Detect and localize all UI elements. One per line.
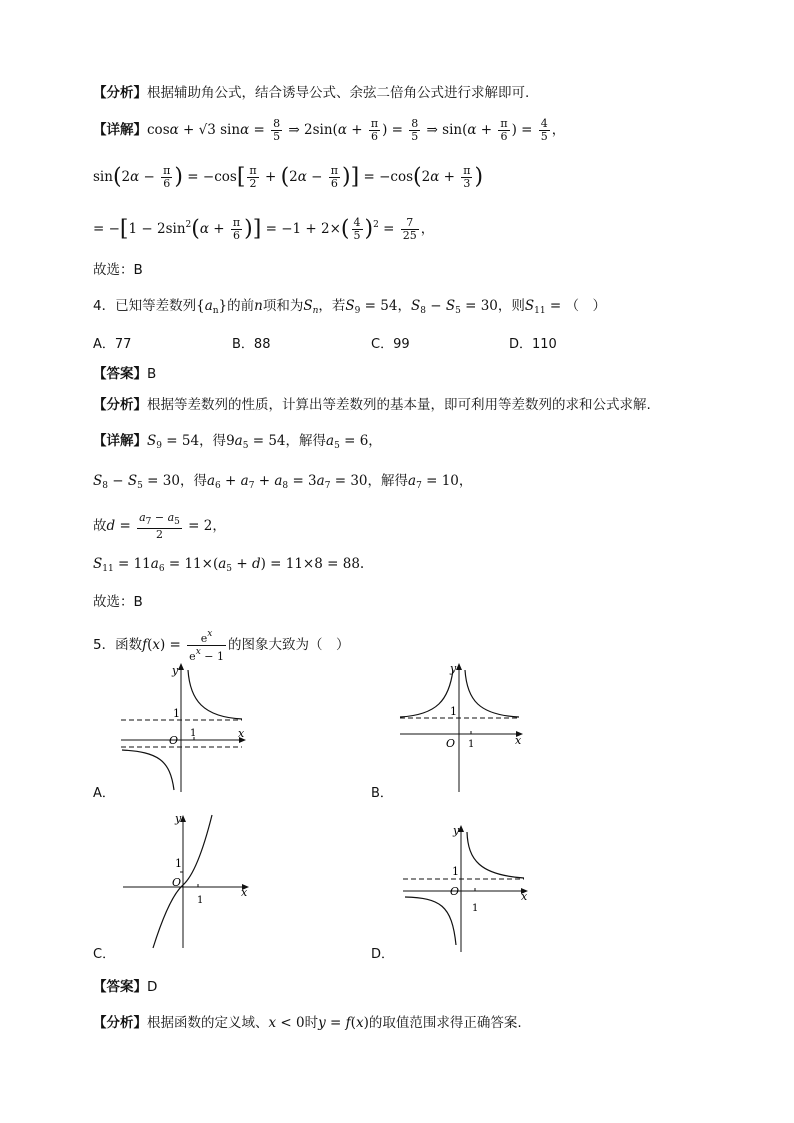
formula: cosα + √3 sinα = $\frac{8}{5}$ ⇒ 2sin(α + $\frac{\pi}{6}$ ) = $\frac{8}{5}$ ⇒ sin(α + $\frac{\pi}{6}$ ) = $\frac{4}{5}$ ， — [147, 117, 566, 143]
q4-option-b: B．88 — [232, 337, 271, 352]
label-x: x — [241, 886, 248, 899]
q3-detail-line-2 — [93, 165, 483, 190]
q5-option-d: D． — [371, 947, 395, 962]
label-one: 1 — [173, 707, 180, 720]
analysis-tag: 【分析】 — [93, 397, 147, 413]
q3-conclusion: 故选：B — [93, 262, 143, 278]
label-x-one: 1 — [472, 903, 479, 914]
q4-option-c: C．99 — [371, 337, 410, 352]
q3-detail-line-3 — [93, 215, 434, 242]
label-y: y — [175, 812, 182, 825]
question-number: 5． — [93, 637, 116, 653]
label-x: x — [238, 727, 245, 740]
graph-option-d — [400, 820, 535, 955]
answer-tag: 【答案】 — [93, 366, 147, 382]
curve-left — [122, 750, 174, 790]
curve-right — [467, 832, 524, 878]
label-x-one: 1 — [197, 895, 204, 906]
analysis-tag: 【分析】 — [93, 1015, 147, 1031]
q3-detail-line-1 — [93, 118, 565, 143]
q5-analysis: 【分析】根据函数的定义域、x < 0时y = f(x)的取值范围求得正确答案. — [93, 1015, 522, 1031]
q5-answer — [93, 977, 157, 997]
curve-left — [405, 897, 456, 945]
curve-right — [465, 670, 519, 717]
label-one: 1 — [175, 857, 182, 870]
detail-tag: 【详解】 — [93, 433, 147, 449]
label-x: x — [515, 734, 522, 747]
q5-option-b: B． — [371, 786, 393, 801]
q4-conclusion: 故选：B — [93, 594, 143, 610]
y-arrow-icon — [178, 663, 184, 670]
formula: = $-[1 - 2\sin^2(\alpha$ + $\frac{\pi}{6}$ )] = −1 + 2×( $\frac{4}{5}$ )$^2$ = $\frac{7}{25}$ ， — [93, 216, 435, 242]
q3-analysis — [93, 83, 529, 103]
label-one: 1 — [452, 865, 459, 878]
analysis-text: 根据辅助角公式，结合诱导公式、余弦二倍角公式进行求解即可. — [147, 85, 530, 101]
q5-option-a: A． — [93, 786, 115, 801]
graph-option-a — [118, 660, 248, 795]
curve-right — [188, 670, 242, 719]
answer-tag: 【答案】 — [93, 979, 147, 995]
curve-left — [400, 670, 453, 717]
graph-option-c — [120, 810, 255, 950]
analysis-text: 根据等差数列的性质，计算出等差数列的基本量，即可利用等差数列的求和公式求解. — [147, 397, 651, 413]
analysis-tag: 【分析】 — [93, 85, 147, 101]
label-y: y — [172, 664, 179, 677]
label-y: y — [450, 662, 457, 675]
graph-option-b — [397, 660, 527, 795]
q4-detail-line-4: $S_{11} = 11a_6 = 11\times(a_5 + d) = 11\times 8 = 88$. — [93, 556, 365, 574]
q4-detail-line-2: $S_8 - S_5 = 30$，得$a_6 + a_7 + a_8 = 3a_7 = 30$，解得$a_7 = 10$， — [93, 473, 473, 491]
label-x-one: 1 — [190, 728, 197, 739]
q4-detail-line-3: 故d = $\frac{a_7 - a_5}{2}$ = 2， — [93, 511, 226, 541]
q4-detail-line-1: 【详解】$S_9 = 54$，得$9a_5 = 54$，解得$a_5 = 6$， — [93, 433, 382, 451]
detail-tag: 【详解】 — [93, 122, 147, 138]
q4-stem: 4．已知等差数列$\{a_n\}$的前n项和为$S_n$，若$S_9 = 54$，$S_8 - S_5 = 30$，则$S_{11}$ = （ ） — [93, 298, 607, 316]
q5-stem: 5．函数f(x) = $\frac{e^x}{e^x - 1}$ 的图象大致为（ ） — [93, 629, 350, 663]
label-x-one: 1 — [468, 739, 475, 750]
label-y: y — [453, 824, 460, 837]
question-number: 4． — [93, 298, 116, 314]
formula: sin(2α − $\frac{\pi}{6}$ ) = −cos[ $\frac{\pi}{2}$ + (2α − $\frac{\pi}{6}$ )] = −cos(2α + $\frac{\pi}{3}$ ) — [93, 164, 484, 190]
label-one: 1 — [450, 705, 457, 718]
q4-analysis — [93, 395, 651, 415]
label-origin: O — [450, 885, 460, 898]
q4-answer — [93, 364, 156, 384]
q4-option-d: D．110 — [509, 337, 557, 352]
label-origin: O — [169, 734, 179, 747]
label-origin: O — [172, 876, 182, 889]
answer-value: B — [147, 366, 157, 382]
label-x: x — [521, 890, 528, 903]
q4-option-a: A．77 — [93, 337, 132, 352]
q5-option-c: C． — [93, 947, 116, 962]
answer-value: D — [147, 979, 158, 995]
y-arrow-icon — [456, 663, 462, 670]
label-origin: O — [446, 737, 456, 750]
